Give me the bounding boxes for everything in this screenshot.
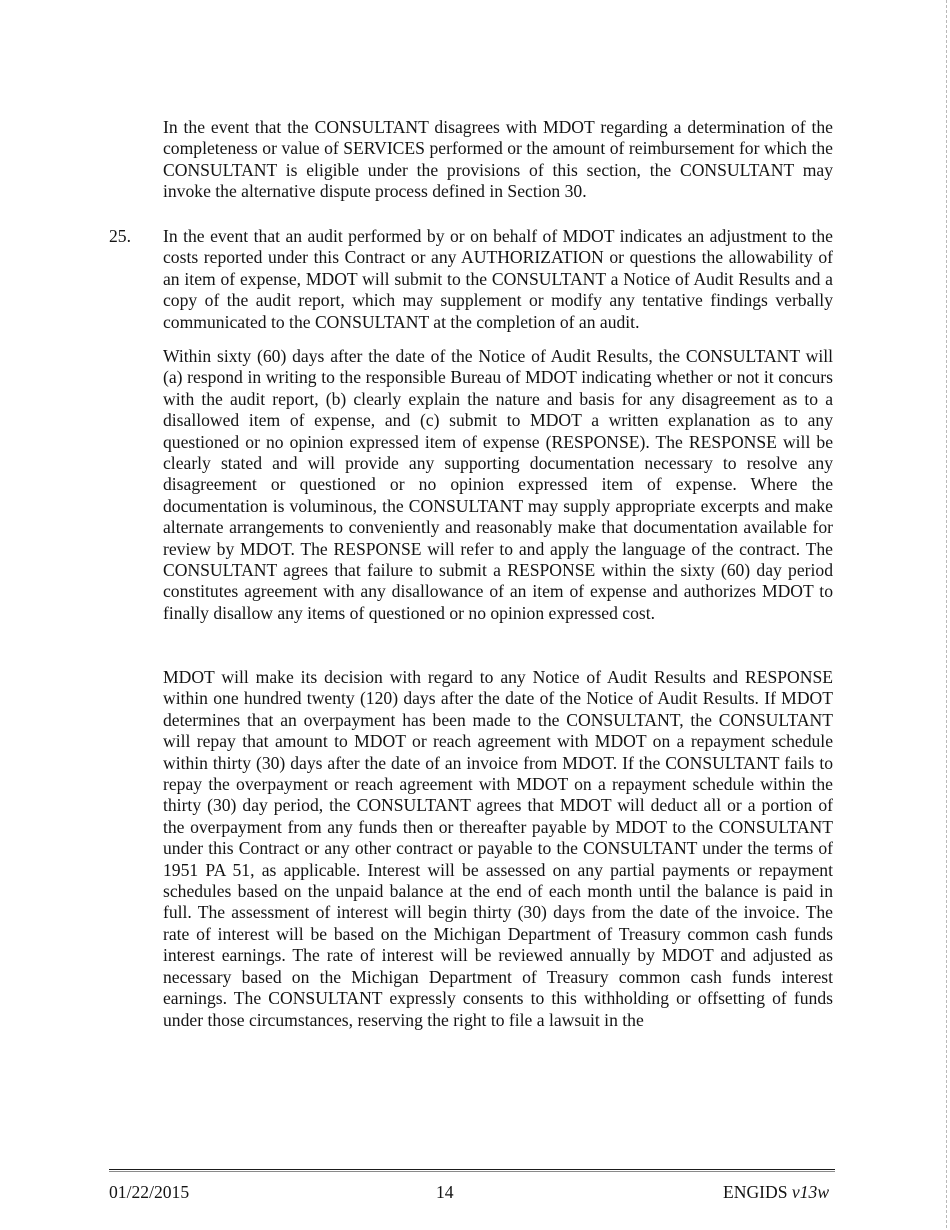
scan-edge-line	[946, 0, 947, 1230]
intro-paragraph: In the event that the CONSULTANT disagrees with MDOT regarding a determination of the completeness or value of SERVICES performed or the amount of reimbursement for which the CONSULTANT is eligible under the provisions of this section, the CONSULTANT may invoke the alternative dispute process defined in Section 30.	[163, 117, 833, 202]
footer-date: 01/22/2015	[109, 1182, 190, 1202]
item-number: 25.	[109, 226, 131, 246]
doc-version: v13w	[791, 1182, 830, 1202]
footer-divider-secondary	[109, 1171, 835, 1172]
response-paragraph: Within sixty (60) days after the date of the Notice of Audit Results, the CONSULTANT will (a) respond in writing to the responsible Bureau of MDOT indicating whether or not it concurs with the audit report, (b) clearly explain the nature and basis for any disagreement as to a disallowed item of expense, and (c) submit to MDOT a written explanation as to any questioned or no opinion expressed item of expense (RESPONSE). The RESPONSE will be clearly stated and will provide any supporting documentation necessary to resolve any disagreement or questioned or no opinion expressed item of expense. Where the documentation is voluminous, the CONSULTANT may supply appropriate excerpts and make alternate arrangements to conveniently and reasonably make that documentation available for review by MDOT. The RESPONSE will refer to and apply the language of the contract. The CONSULTANT agrees that failure to submit a RESPONSE within the sixty (60) day period constitutes agreement with any disallowance of an item of expense and authorizes MDOT to finally disallow any items of questioned or no opinion expressed cost.	[163, 346, 833, 623]
page-number: 14	[436, 1182, 454, 1202]
decision-paragraph: MDOT will make its decision with regard to any Notice of Audit Results and RESPONSE within one hundred twenty (120) days after the date of the Notice of Audit Results. If MDOT determines that an overpayment has been made to the CONSULTANT, the CONSULTANT will repay that amount to MDOT or reach agreement with MDOT on a repayment schedule within thirty (30) days after the date of an invoice from MDOT. If the CONSULTANT fails to repay the overpayment or reach agreement with MDOT on a repayment schedule within the thirty (30) day period, the CONSULTANT agrees that MDOT will deduct all or a portion of the overpayment from any funds then or thereafter payable by MDOT to the CONSULTANT under this Contract or any other contract or payable to the CONSULTANT under the terms of 1951 PA 51, as applicable. Interest will be assessed on any partial payments or repayment schedules based on the unpaid balance at the end of each month until the balance is paid in full. The assessment of interest will begin thirty (30) days from the date of the invoice. The rate of interest will be based on the Michigan Department of Treasury common cash funds interest earnings. The rate of interest will be reviewed annually by MDOT and adjusted as necessary based on the Michigan Department of Treasury common cash funds interest earnings. The CONSULTANT expressly consents to this withholding or offsetting of funds under those circumstances, reserving the right to file a lawsuit in the	[163, 667, 833, 1030]
footer-divider	[109, 1169, 835, 1170]
footer-doc-id	[723, 1182, 829, 1203]
doc-code: ENGIDS	[723, 1182, 788, 1202]
item-paragraph: In the event that an audit performed by or on behalf of MDOT indicates an adjustment to the costs reported under this Contract or any AUTHORIZATION or questions the allowability of an item of expense, MDOT will submit to the CONSULTANT a Notice of Audit Results and a copy of the audit report, which may supplement or modify any tentative findings verbally communicated to the CONSULTANT at the completion of an audit.	[163, 226, 833, 332]
